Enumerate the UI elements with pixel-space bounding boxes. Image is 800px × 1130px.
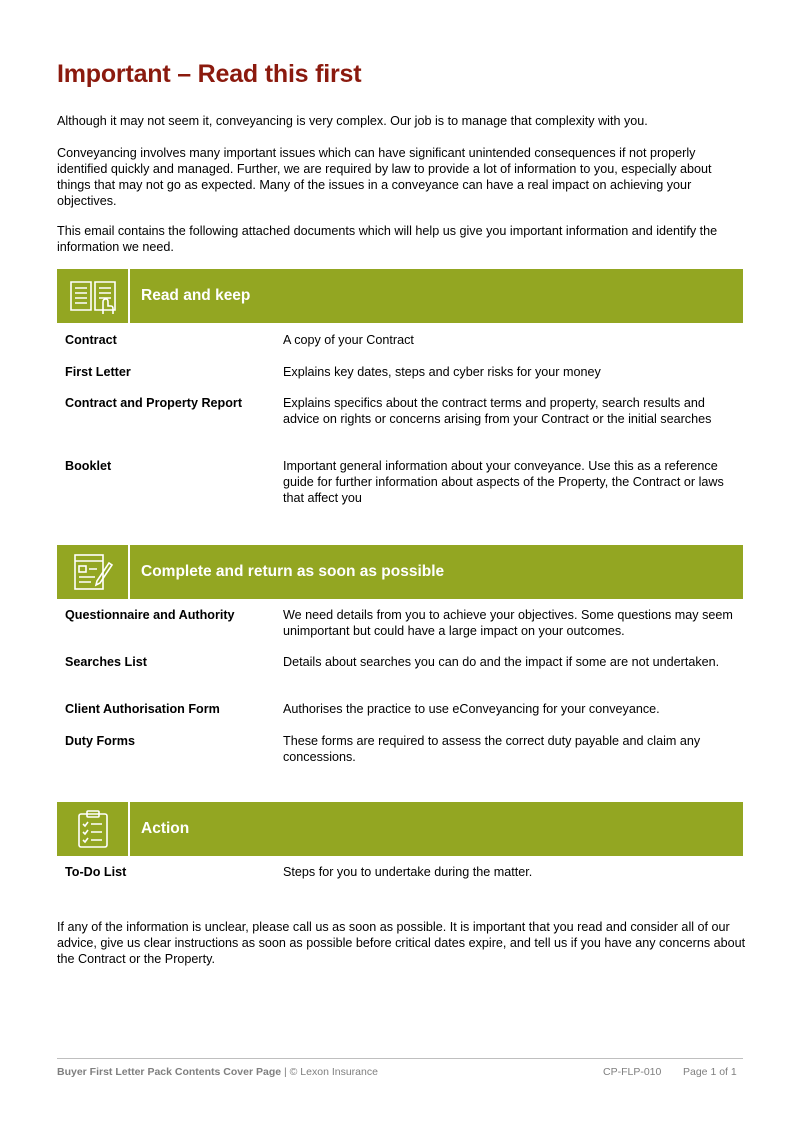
section-title: Complete and return as soon as possible xyxy=(141,563,445,580)
document-description: Steps for you to undertake during the matter. xyxy=(283,865,533,879)
document-description: Details about searches you can do and the impact if some are not undertaken. xyxy=(283,655,720,669)
footer-page-number: Page 1 of 1 xyxy=(683,1066,737,1078)
document-name: Duty Forms xyxy=(65,734,135,748)
section-title: Action xyxy=(141,820,190,837)
document-description: These forms are required to assess the correct duty payable and claim any concessions. xyxy=(283,734,701,764)
footer-left xyxy=(57,1066,378,1078)
document-name: Questionnaire and Authority xyxy=(65,608,235,622)
document-description: Authorises the practice to use eConveyancing for your conveyance. xyxy=(283,702,660,716)
document-description: We need details from you to achieve your objectives. Some questions may seem unimportant but could have a large impact on your outcomes. xyxy=(283,608,733,638)
document-description: A copy of your Contract xyxy=(283,333,414,347)
intro-paragraph-3: This email contains the following attached documents which will help us give you important information and identify the information we need. xyxy=(57,224,718,254)
section-header-complete-and-return xyxy=(57,545,743,599)
footer-doc-title: Buyer First Letter Pack Contents Cover Page xyxy=(57,1066,282,1078)
section-header-read-and-keep xyxy=(57,269,743,323)
document-name: Client Authorisation Form xyxy=(65,702,220,716)
form-pen-icon xyxy=(57,545,130,599)
section-header-action xyxy=(57,802,743,856)
document-description: Explains key dates, steps and cyber risks for your money xyxy=(283,365,601,379)
document-name: First Letter xyxy=(65,365,131,379)
intro-paragraph-1: Although it may not seem it, conveyancing is very complex. Our job is to manage that complexity with you. xyxy=(57,114,648,128)
footer-copyright: | © Lexon Insurance xyxy=(281,1066,378,1078)
footer-divider xyxy=(57,1058,743,1059)
closing-paragraph: If any of the information is unclear, please call us as soon as possible. It is important that you read and consider all of our advice, give us clear instructions as soon as possible before critical dates expire, and tell us if you have any concerns about the Contract or the Property. xyxy=(57,920,746,966)
section-title: Read and keep xyxy=(141,287,251,304)
document-name: Contract and Property Report xyxy=(65,396,243,410)
intro-paragraph-2: Conveyancing involves many important issues which can have significant unintended consequences if not properly identified quickly and managed. Further, we are required by law to provide a lot of information to you, especially about things that may not go as expected. Many of the issues in a conveyance can have a real impact on achieving your objectives. xyxy=(57,146,712,208)
document-description: Important general information about your conveyance. Use this as a reference guide for further information about aspects of the Property, the Contract or laws that affect you xyxy=(283,459,724,505)
document-name: To-Do List xyxy=(65,865,127,879)
document-name: Searches List xyxy=(65,655,147,669)
document-description: Explains specifics about the contract terms and property, search results and advice on rights or concerns arising from your Contract or the initial searches xyxy=(283,396,712,426)
checklist-clipboard-icon xyxy=(57,802,130,856)
open-book-icon xyxy=(57,269,130,323)
document-name: Booklet xyxy=(65,459,112,473)
page-title: Important – Read this first xyxy=(57,60,362,88)
document-name: Contract xyxy=(65,333,117,347)
footer-code: CP-FLP-010 xyxy=(603,1066,662,1078)
